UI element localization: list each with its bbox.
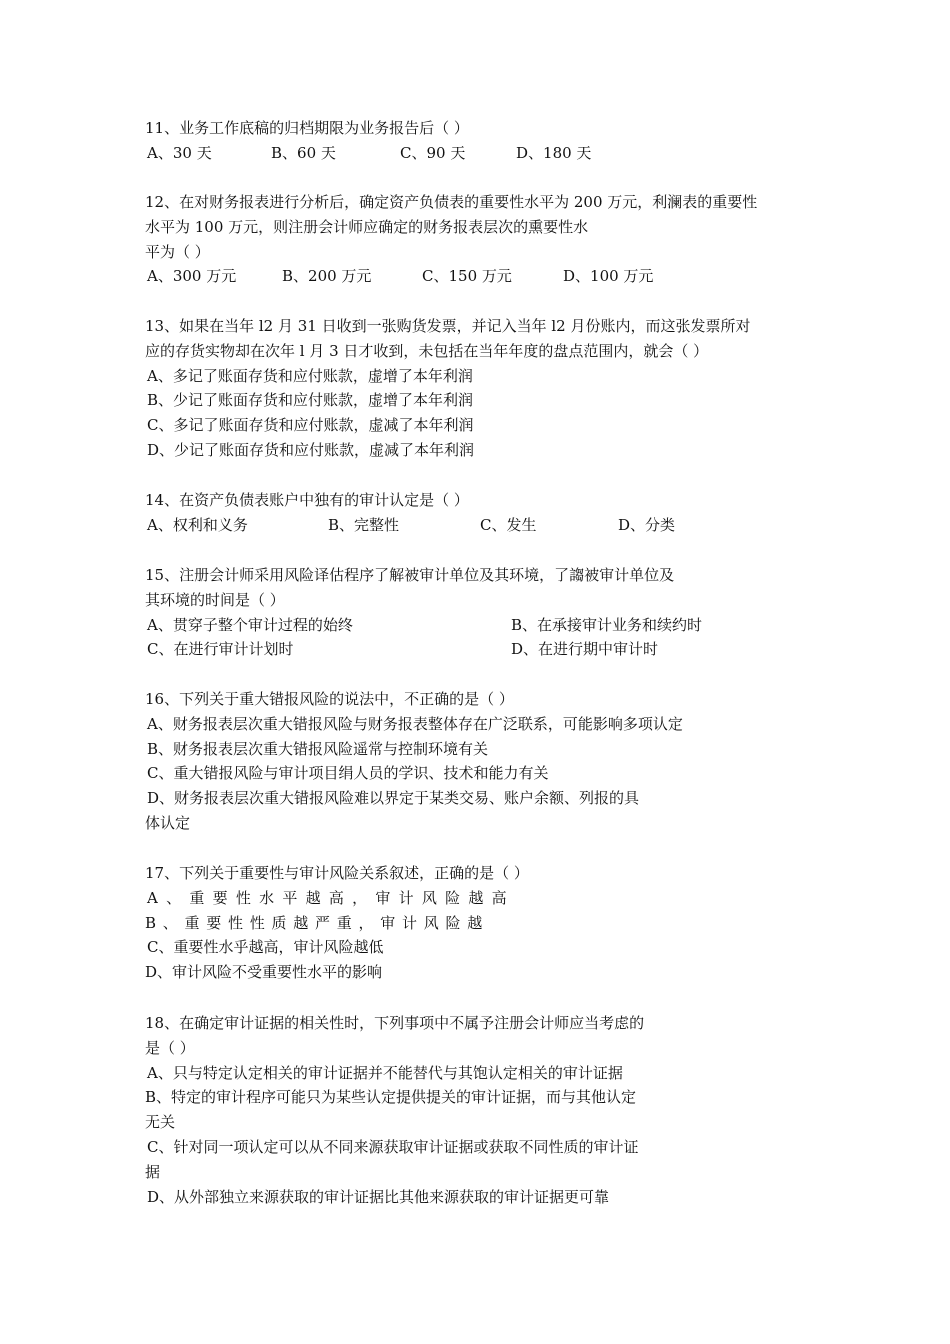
question-12 xyxy=(145,190,825,289)
option-b: B、特定的审计程序可能只为某些认定提供提关的审计证据，而与其他认定 xyxy=(145,1088,637,1107)
question-stem: 应的存货实物却在次年 l 月 3 日才收到，未包括在当年年度的盘点范围内，就会（ ） xyxy=(145,341,709,360)
question-stem: 17、下列关于重要性与审计风险关系叙述，正确的是（ ） xyxy=(145,864,529,882)
option-b: B、完整性 xyxy=(328,515,400,534)
option-d: D、从外部独立来源获取的审计证据比其他来源获取的审计证据更可靠 xyxy=(147,1187,610,1206)
option-c: C、多记了账面存货和应付账款，虚减了本年利润 xyxy=(147,416,474,435)
option-c-continued: 据 xyxy=(145,1162,161,1181)
option-d: D、分类 xyxy=(618,515,676,534)
option-a: A、30 天 xyxy=(147,143,212,162)
option-a: A、只与特定认定相关的审计证据并不能替代与其饱认定相关的审计证据 xyxy=(147,1063,623,1082)
question-17 xyxy=(145,861,825,985)
option-b: B、在承接审计业务和续约时 xyxy=(511,615,703,634)
question-16 xyxy=(145,687,825,836)
option-row xyxy=(145,264,825,289)
option-a: A、财务报表层次重大错报风险与财务报表整体存在广泛联系，可能影响多项认定 xyxy=(147,714,683,733)
question-stem: 水平为 100 万元，则注册会计师应确定的财务报表层次的熏要性水 xyxy=(145,217,589,236)
option-d: D、财务报表层次重大错报风险难以界定于某类交易、账户余额、列报的具 xyxy=(147,789,640,808)
option-b: B、财务报表层次重大错报风险遥常与控制环境有关 xyxy=(147,739,489,758)
option-b: B、重要性性质越严重，审计风险越 xyxy=(145,913,490,932)
option-row xyxy=(145,637,825,662)
option-row xyxy=(145,613,825,638)
option-b: B、60 天 xyxy=(271,143,336,162)
option-c: C、90 天 xyxy=(400,143,466,162)
question-stem: 18、在确定审计证据的相关性时，下列事项中不属予注册会计师应当考虑的 xyxy=(145,1014,645,1032)
option-b: B、200 万元 xyxy=(282,267,372,286)
option-c: C、针对同一项认定可以从不同来源获取审计证据或获取不同性质的审计证 xyxy=(147,1137,639,1156)
option-row xyxy=(145,513,825,538)
option-b-continued: 无关 xyxy=(145,1113,176,1132)
question-14 xyxy=(145,488,825,538)
option-a: A、300 万元 xyxy=(147,267,237,286)
option-d: D、100 万元 xyxy=(563,267,654,286)
question-18 xyxy=(145,1011,825,1209)
question-stem: 14、在资产负债表账户中独有的审计认定是（ ） xyxy=(145,491,469,509)
option-c: C、150 万元 xyxy=(422,267,512,286)
option-d: D、在进行期中审计时 xyxy=(511,640,659,659)
option-a: A、贯穿子整个审计过程的始终 xyxy=(147,615,353,634)
option-d: D、审计风险不受重要性水平的影响 xyxy=(145,963,383,982)
option-c: C、重大错报风险与审计项目绢人员的学识、技术和能力有关 xyxy=(147,764,549,783)
question-stem: 11、业务工作底稿的归档期限为业务报告后（ ） xyxy=(145,119,469,137)
option-a: A、权利和义务 xyxy=(147,515,248,534)
option-d: D、少记了账面存货和应付账款，虚减了本年利润 xyxy=(147,440,475,459)
option-row xyxy=(145,141,825,166)
question-stem: 是（ ） xyxy=(145,1038,195,1057)
option-b: B、少记了账面存货和应付账款，虚增了本年利润 xyxy=(147,391,474,410)
question-13 xyxy=(145,314,825,463)
question-stem: 平为（ ） xyxy=(145,242,210,261)
question-11 xyxy=(145,116,825,166)
question-stem: 12、在对财务报表进行分析后，确定资产负债表的重要性水平为 200 万元，利澜表的重要性 xyxy=(145,193,758,211)
option-a: A、多记了账面存货和应付账款，虚增了本年利润 xyxy=(147,366,473,385)
question-stem: 16、下列关于重大错报风险的说法中，不正确的是（ ） xyxy=(145,690,514,708)
option-c: C、在进行审计计划时 xyxy=(147,640,294,659)
question-15 xyxy=(145,563,825,662)
option-c: C、重要性水乎越高，审计风险越低 xyxy=(147,938,384,957)
question-stem: 15、注册会计师采用风险译估程序了解被审计单位及其环境，了謅被审计单位及 xyxy=(145,566,675,584)
option-a: A、重要性水平越高，审计风险越高 xyxy=(147,888,515,907)
question-stem: 13、如果在当年 l2 月 31 日收到一张购货发票，并记入当年 l2 月份账内，而这张发票所对 xyxy=(145,317,751,335)
option-c: C、发生 xyxy=(480,515,537,534)
option-d-continued: 体认定 xyxy=(145,813,191,832)
question-stem: 其环境的时间是（ ） xyxy=(145,590,285,609)
option-d: D、180 天 xyxy=(516,143,592,162)
